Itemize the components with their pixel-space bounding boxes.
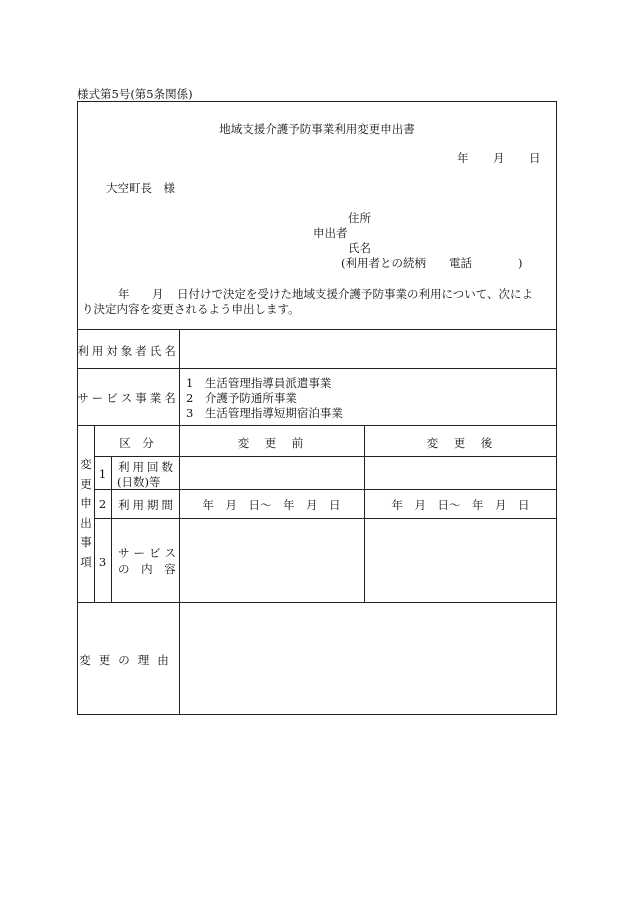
category-header: 区 分	[119, 436, 154, 450]
rule-number-column	[111, 456, 112, 602]
row-2-period-after[interactable]: 年 月 日～ 年 月 日	[391, 498, 530, 512]
reason-field[interactable]	[181, 604, 555, 713]
user-name-field[interactable]	[181, 331, 555, 367]
row-1-after-field[interactable]	[366, 458, 555, 488]
row-3-before-field[interactable]	[181, 520, 363, 601]
name-label: 氏名	[348, 241, 371, 255]
change-items-char: 変	[80, 457, 92, 471]
document-title: 地域支援介護予防事業利用変更申出書	[219, 122, 415, 136]
form-number-label: 様式第5号(第5条関係)	[77, 87, 193, 101]
reason-label: 変更の理由	[79, 653, 177, 667]
rule-service	[77, 425, 557, 426]
rule-change-column	[94, 425, 95, 602]
rule-row2	[94, 518, 557, 519]
row-3-after-field[interactable]	[366, 520, 555, 601]
service-name-label: サービス事業名	[77, 391, 179, 405]
row-2-label: 利用期間	[118, 498, 176, 512]
body-line-1: 日付けで決定を受けた地域支援介護予防事業の利用について、次によ	[177, 287, 534, 301]
addressee: 大空町長 様	[106, 181, 175, 195]
row-1-label-line1: 利用回数	[118, 460, 176, 474]
body-month: 月	[152, 287, 164, 301]
change-items-char: 出	[80, 515, 92, 530]
row-1-number: 1	[98, 467, 107, 481]
row-3-label-line2: の 内 容	[118, 562, 180, 576]
user-name-label: 利用対象者氏名	[77, 344, 179, 358]
applicant-label: 申出者	[313, 226, 348, 240]
row-1-before-field[interactable]	[181, 458, 363, 488]
rule-header	[94, 456, 557, 457]
relation-phone-label: (利用者との続柄 電話 )	[341, 256, 523, 270]
row-1-label-line2: (日数)等	[117, 475, 161, 489]
rule-row3	[77, 602, 557, 603]
row-2-period-before[interactable]: 年 月 日～ 年 月 日	[202, 498, 341, 512]
rule-label-column	[179, 329, 180, 715]
row-3-number: 3	[98, 555, 107, 569]
service-option-1[interactable]: 1 生活管理指導員派遣事業	[186, 376, 332, 390]
rule-top-table	[77, 329, 557, 330]
before-header: 変 更 前	[237, 436, 306, 450]
service-option-3[interactable]: 3 生活管理指導短期宿泊事業	[186, 406, 343, 420]
row-3-label-line1: サービス	[118, 546, 180, 560]
date-year-label: 年	[457, 151, 469, 165]
address-label: 住所	[348, 211, 371, 225]
rule-row1	[94, 489, 557, 490]
rule-user	[77, 368, 557, 369]
date-month-label: 月	[493, 151, 505, 165]
after-header: 変 更 後	[426, 436, 495, 450]
change-items-label	[78, 455, 94, 572]
change-items-char: 事	[80, 535, 92, 549]
rule-before-after	[364, 425, 365, 602]
row-2-number: 2	[98, 497, 107, 511]
service-option-2[interactable]: 2 介護予防通所事業	[186, 391, 297, 405]
change-items-char: 項	[80, 554, 92, 569]
change-items-char: 更	[80, 476, 92, 491]
body-year: 年	[118, 287, 130, 301]
body-line-2: り決定内容を変更されるよう申出します。	[82, 302, 300, 316]
change-items-char: 申	[80, 496, 92, 510]
date-day-label: 日	[529, 151, 541, 165]
